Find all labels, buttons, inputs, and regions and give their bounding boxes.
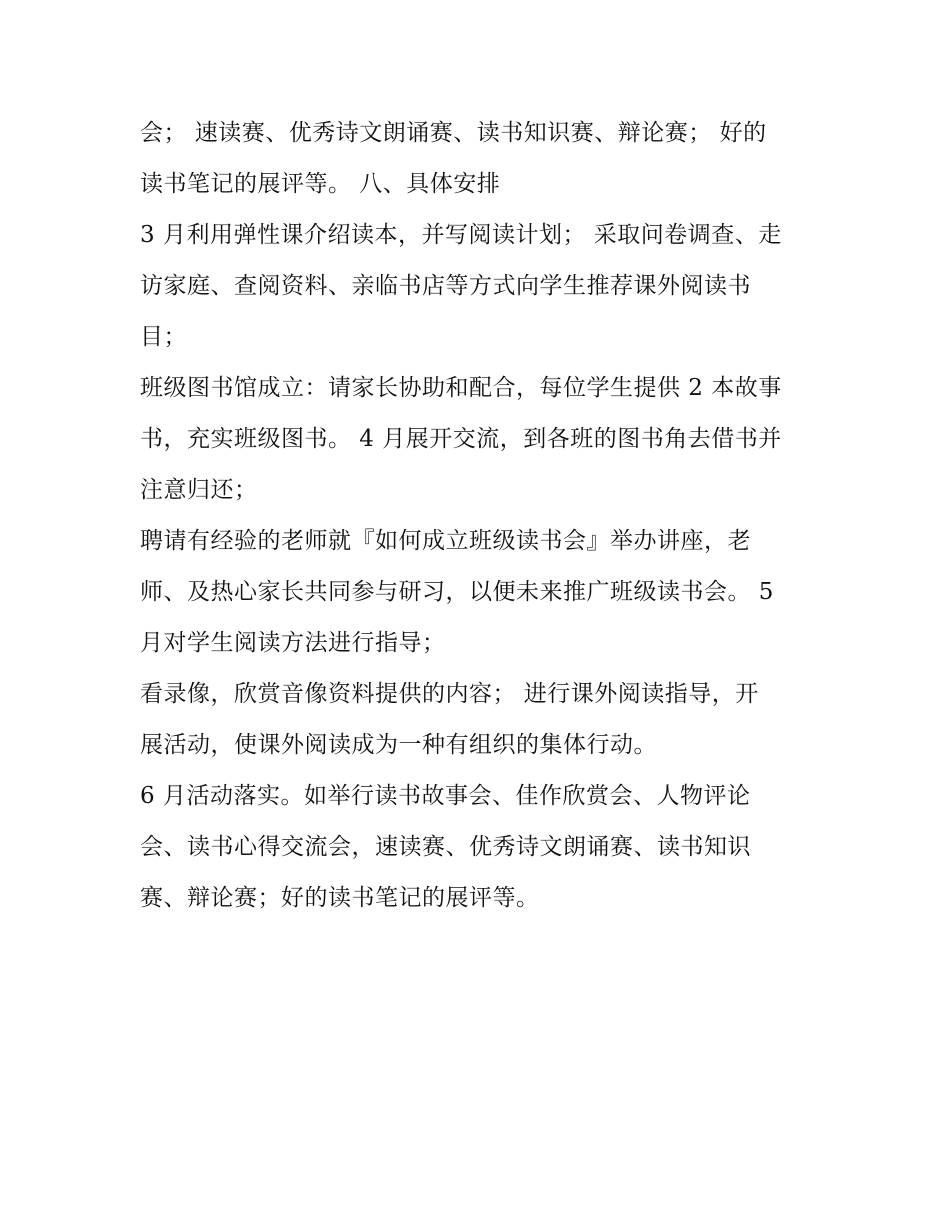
text-line: 师、及热心家长共同参与研习，以便未来推广班级读书会。 5 — [140, 579, 774, 605]
text-line: 会； 速读赛、优秀诗文朗诵赛、读书知识赛、辩论赛； 好的 — [140, 120, 767, 146]
text-line: 注意归还； — [140, 477, 258, 503]
text-line: 目； — [140, 324, 187, 350]
text-line: 6 月活动落实。如举行读书故事会、佳作欣赏会、人物评论 — [140, 783, 751, 809]
text-line: 看录像，欣赏音像资料提供的内容； 进行课外阅读指导，开 — [140, 681, 759, 707]
text-line: 访家庭、查阅资料、亲临书店等方式向学生推荐课外阅读书 — [140, 273, 751, 299]
text-line: 赛、辩论赛；好的读书笔记的展评等。 — [140, 885, 540, 911]
text-line: 班级图书馆成立：请家长协助和配合，每位学生提供 2 本故事 — [140, 375, 782, 401]
text-line: 书，充实班级图书。 4 月展开交流，到各班的图书角去借书并 — [140, 426, 782, 452]
text-line: 聘请有经验的老师就『如何成立班级读书会』举办讲座，老 — [140, 528, 751, 554]
text-line: 月对学生阅读方法进行指导； — [140, 630, 446, 656]
text-line: 读书笔记的展评等。 八、具体安排 — [140, 171, 501, 197]
body-text — [140, 108, 830, 924]
text-line: 3 月利用弹性课介绍读本，并写阅读计划； 采取问卷调查、走 — [140, 222, 782, 248]
text-line: 展活动，使课外阅读成为一种有组织的集体行动。 — [140, 732, 657, 758]
text-line: 会、读书心得交流会，速读赛、优秀诗文朗诵赛、读书知识 — [140, 834, 751, 860]
